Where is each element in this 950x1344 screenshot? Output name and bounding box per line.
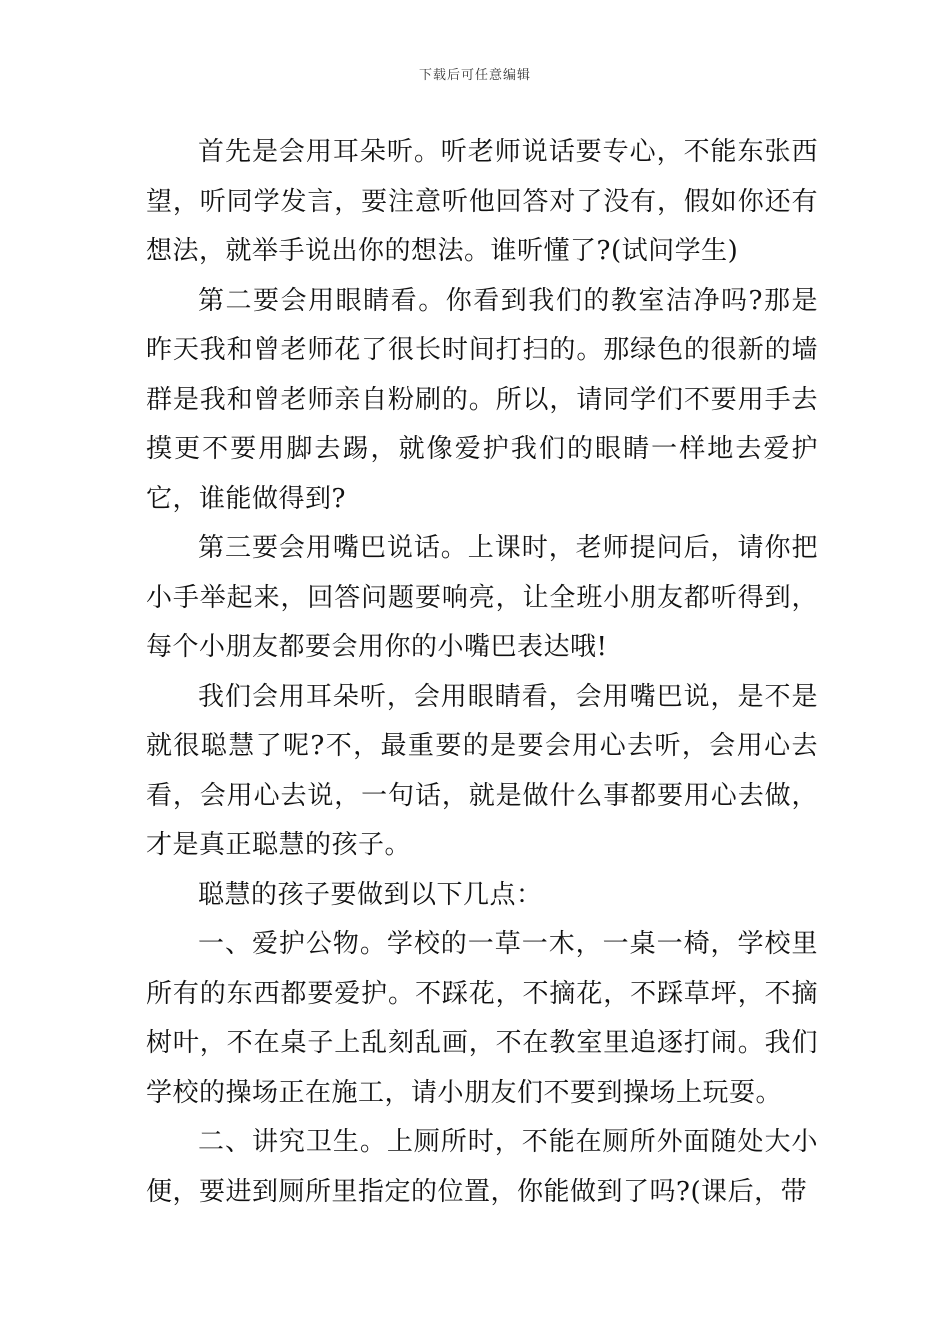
paragraph-point-one: 一、爱护公物。学校的一草一木，一桌一椅，学校里所有的东西都要爱护。不踩花，不摘花，不踩草坪，不摘树叶，不在桌子上乱刻乱画，不在教室里追逐打闹。我们学校的操场正在施工，请小朋友们不要到操场上玩耍。	[146, 929, 818, 1108]
paragraph-looking: 第二要会用眼睛看。你看到我们的教室洁净吗?那是昨天我和曾老师花了很长时间打扫的。那绿色的很新的墙群是我和曾老师亲自粉刷的。所以，请同学们不要用手去摸更不要用脚去踢，就像爱护我们的眼睛一样地去爱护它，谁能做得到?	[146, 285, 818, 514]
paragraph-points-intro: 聪慧的孩子要做到以下几点：	[198, 879, 543, 910]
paragraph-speaking: 第三要会用嘴巴说话。上课时，老师提问后，请你把小手举起来，回答问题要响亮，让全班小朋友都听得到，每个小朋友都要会用你的小嘴巴表达哦!	[146, 533, 818, 662]
document-body	[146, 128, 818, 1217]
paragraph-heart: 我们会用耳朵听，会用眼睛看，会用嘴巴说，是不是就很聪慧了呢?不，最重要的是要会用心去听，会用心去看，会用心去说，一句话，就是做什么事都要用心去做，才是真正聪慧的孩子。	[146, 681, 818, 860]
page-header: 下载后可任意编辑	[418, 68, 531, 83]
paragraph-point-two: 二、讲究卫生。上厕所时，不能在厕所外面随处大小便，要进到厕所里指定的位置，你能做到了吗?(课后，带	[146, 1127, 818, 1207]
paragraph-listening: 首先是会用耳朵听。听老师说话要专心，不能东张西望，听同学发言，要注意听他回答对了没有，假如你还有想法，就举手说出你的想法。谁听懂了?(试问学生)	[146, 137, 818, 266]
